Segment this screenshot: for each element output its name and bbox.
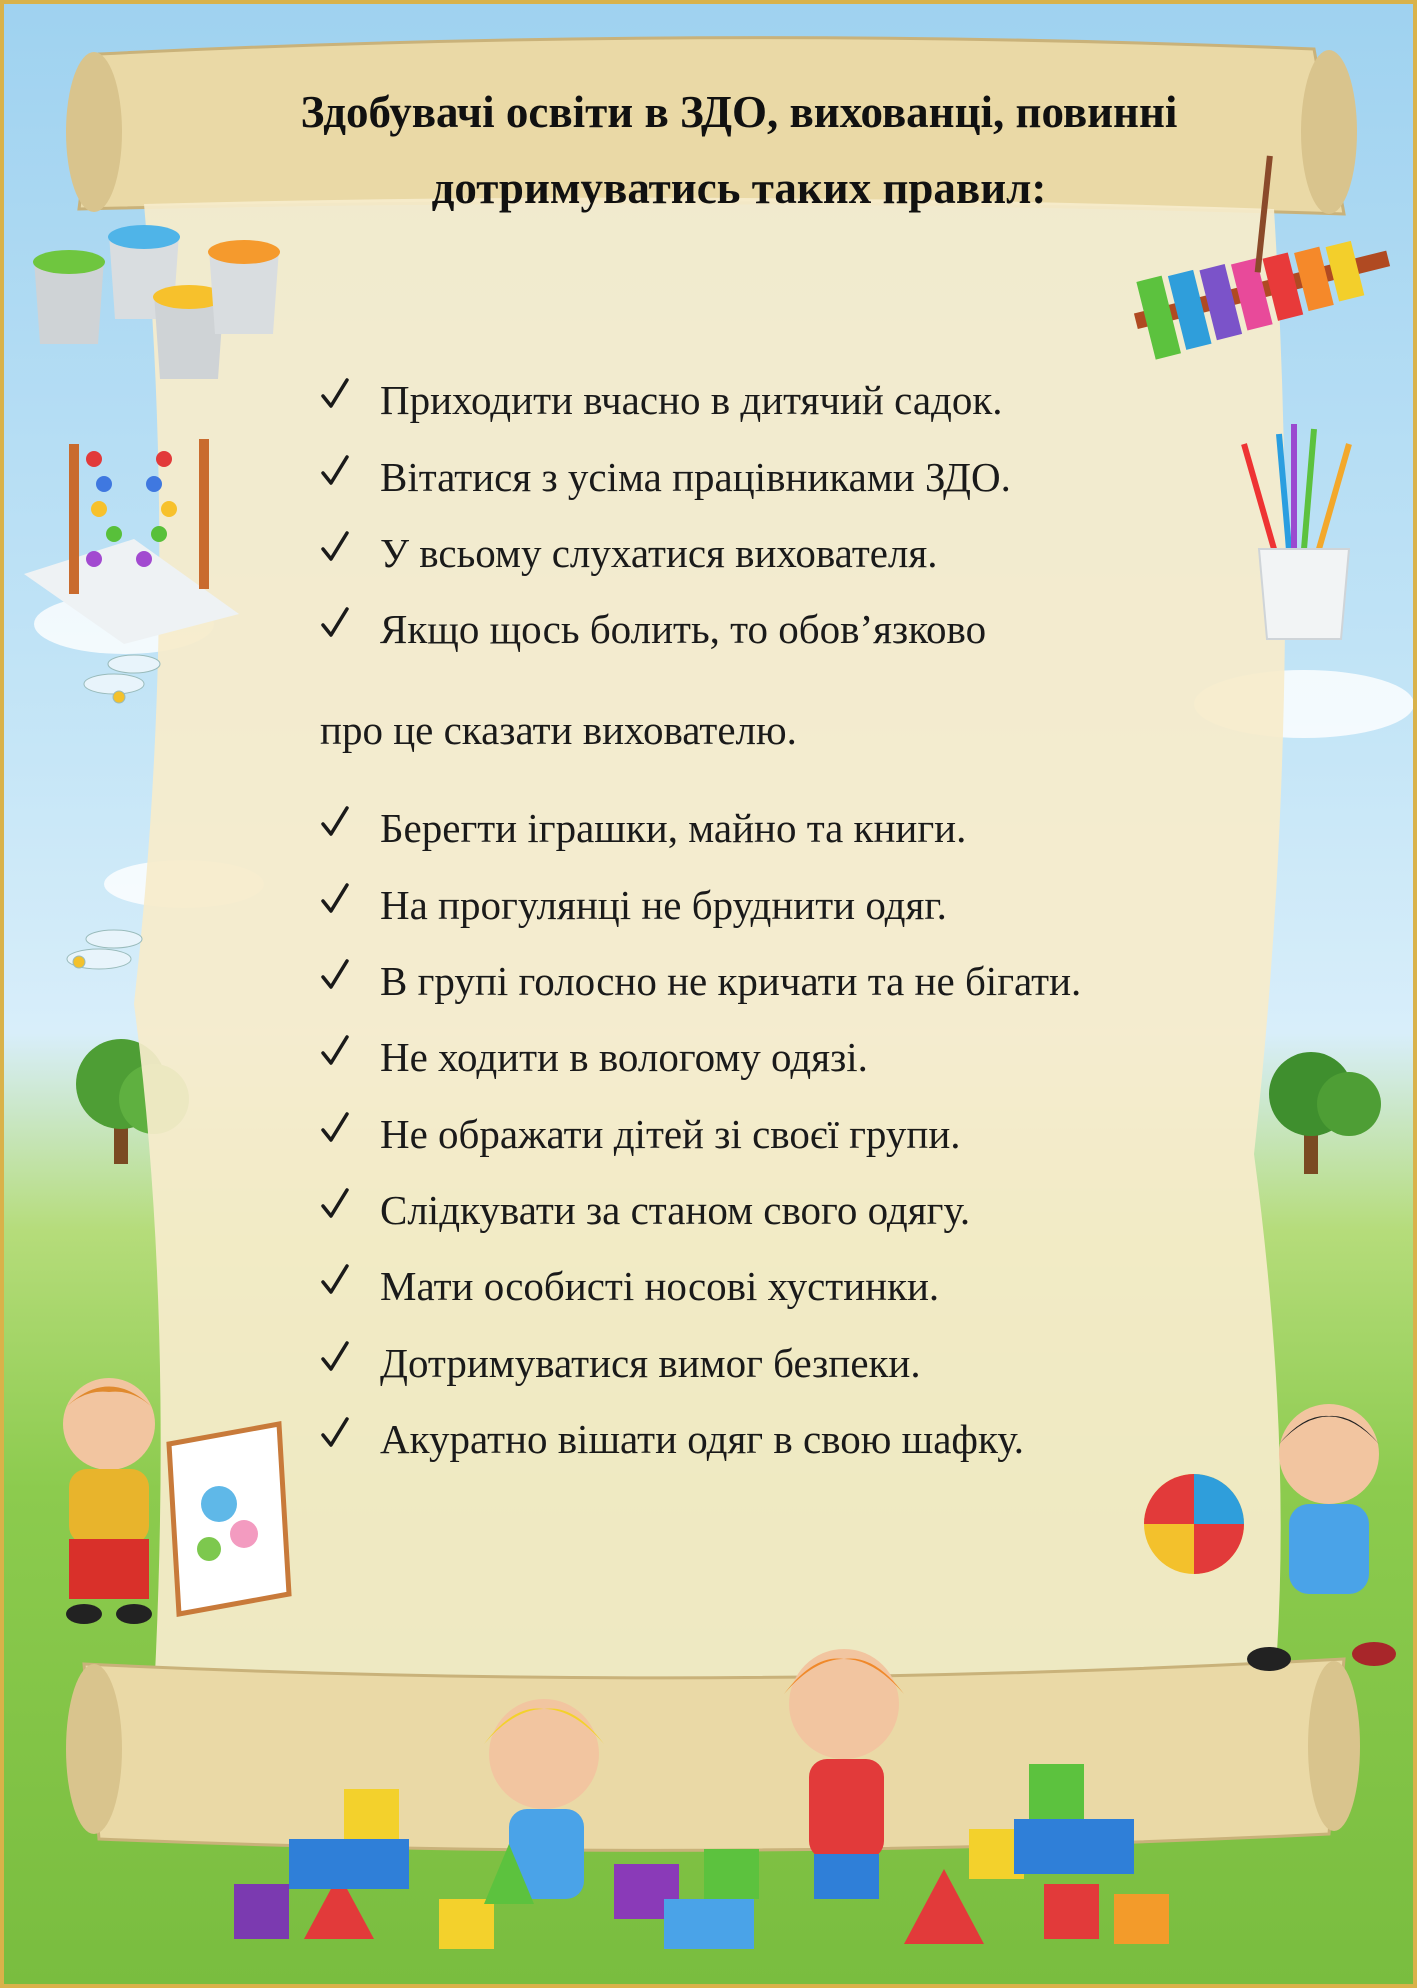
title-line-2: дотримуватись таких правил: (431, 163, 1047, 213)
rule-text: Акуратно вішати одяг в свою шафку. (380, 1416, 1024, 1462)
rule-continuation: про це сказати вихователю. (320, 707, 797, 753)
rule-text: Якщо щось болить, то обов’язково (380, 606, 987, 652)
checkmark-icon (320, 955, 350, 995)
rule-text: Дотримуватися вимог безпеки. (380, 1340, 921, 1386)
checkmark-icon (320, 1031, 350, 1071)
rule-text: Не ходити в вологому одязі. (380, 1034, 868, 1080)
checkmark-icon (320, 879, 350, 919)
ball-icon (1144, 1474, 1244, 1574)
checkmark-icon (320, 1108, 350, 1148)
rule-text: Не ображати дітей зі своєї групи. (380, 1111, 961, 1157)
title-line-1: Здобувачі освіти в ЗДО, вихованці, повинні (300, 87, 1178, 137)
checkmark-icon (320, 1260, 350, 1300)
rule-text: Берегти іграшки, майно та книги. (380, 805, 967, 851)
rule-text: У всьому слухатися вихователя. (380, 530, 938, 576)
rule-text: Приходити вчасно в дитячий садок. (380, 377, 1003, 423)
scroll-bottom (66, 1659, 1360, 1850)
checkmark-icon (320, 603, 350, 643)
checkmark-icon (320, 451, 350, 491)
rule-text: В групі голосно не кричати та не бігати. (380, 958, 1082, 1004)
checkmark-icon (320, 1184, 350, 1224)
checkmark-icon (320, 527, 350, 567)
page-title (184, 74, 1294, 226)
rule-text: Мати особисті носові хустинки. (380, 1263, 940, 1309)
rule-text: На прогулянці не бруднити одяг. (380, 882, 947, 928)
rule-text: Вітатися з усіма працівниками ЗДО. (380, 454, 1011, 500)
checkmark-icon (320, 1413, 350, 1453)
rule-text: Слідкувати за станом свого одягу. (380, 1187, 971, 1233)
checkmark-icon (320, 374, 350, 414)
checkmark-icon (320, 1337, 350, 1377)
checkmark-icon (320, 802, 350, 842)
